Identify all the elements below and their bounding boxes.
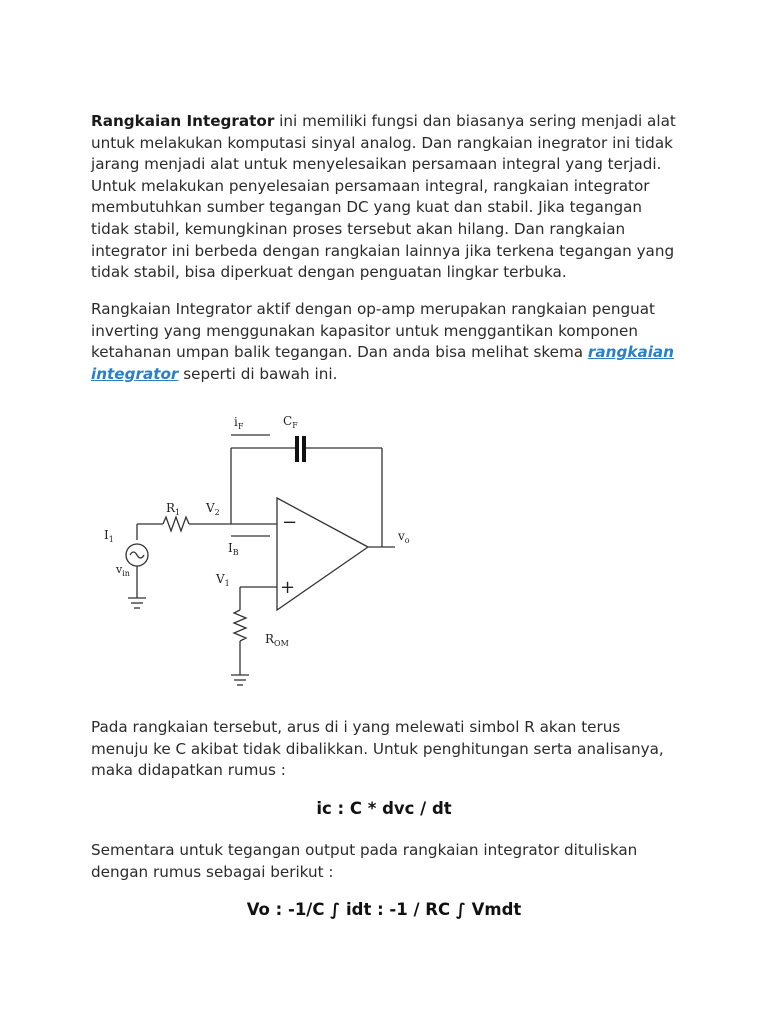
intro-text: ini memiliki fungsi dan biasanya sering menjadi alat untuk melakukan komputasi sinyal analog. Dan rangkaian inegrator ini tidak jarang menjadi alat untuk menyelesaikan persamaan integral yang terjadi. Untuk melakukan penyelesaian persamaan integral, rangkaian integrator membutuhkan sumber tegangan DC yang kuat dan stabil. Jika tegangan tidak stabil, kemungkinan proses tersebut akan hilang. Dan rangkaian integrator ini berbeda dengan rangkaian lainnya jika terkena tegangan yang tidak stabil, bisa diperkuat dengan penguatan lingkar terbuka. [91,112,676,282]
label-if: $i_F$ [234,415,244,431]
description-text-after: seperti di bawah ini. [178,364,338,383]
description-paragraph [91,299,681,385]
output-paragraph: Sementara untuk tegangan output pada rangkaian integrator dituliskan dengan rumus sebagai berikut : [91,841,638,881]
capacitor-plate-right [302,436,306,462]
integrator-circuit-diagram [95,400,425,700]
label-rom: $R_{OM}$ [265,632,289,648]
opamp-minus-sign: − [282,512,298,533]
current-formula: ic : C * dvc / dt [316,799,452,818]
output-voltage-formula: Vo : -1/C ∫ idt : -1 / RC ∫ Vmdt [246,900,522,919]
label-ib: $I_B$ [228,541,239,557]
label-r1: $R_1$ [166,501,181,517]
intro-lead-term: Rangkaian Integrator [91,112,275,130]
r1-resistor [163,517,189,531]
description-text-before: Rangkaian Integrator aktif dengan op-amp merupakan rangkaian penguat inverting yang menggunakan kapasitor untuk menggantikan komponen ketahanan umpan balik tegangan. Dan anda bisa melihat skema [91,300,655,362]
label-vo: $v_o$ [398,529,410,545]
intro-paragraph [91,111,681,284]
ac-source-wave [130,552,144,558]
integrator-link[interactable]: rangkaian integrator [91,343,674,383]
opamp-plus-sign: + [280,577,296,598]
analysis-paragraph: Pada rangkaian tersebut, arus di i yang melewati simbol R akan terus menuju ke C akibat tidak dibalikkan. Untuk penghitungan serta analisanya, maka didapatkan rumus : [91,718,664,780]
label-v2: $V_2$ [206,501,220,517]
label-vin: $v_{in}$ [116,563,130,578]
rom-resistor [234,610,246,641]
capacitor-plate-left [295,436,299,462]
label-cf: $C_F$ [283,414,298,430]
label-v1: $V_1$ [216,572,230,588]
label-i1: $I_1$ [104,528,114,544]
